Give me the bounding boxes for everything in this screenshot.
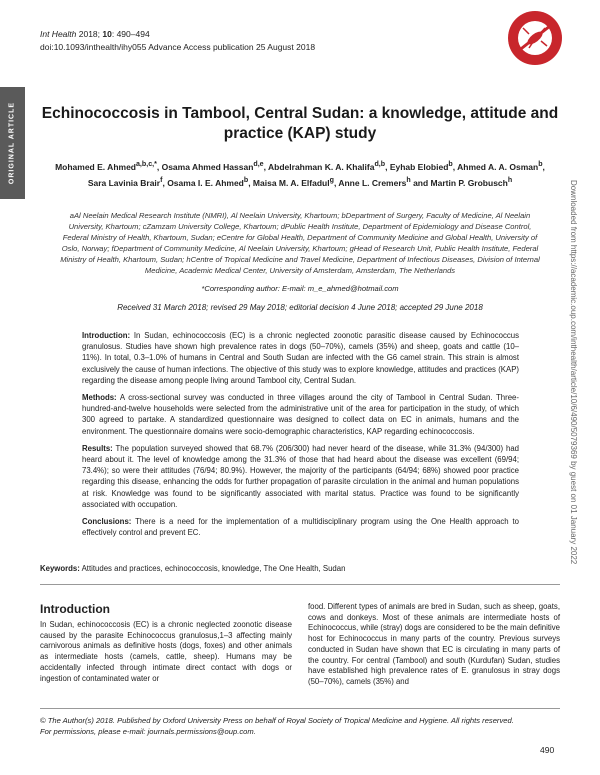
article-type-label: ORIGINAL ARTICLE bbox=[8, 101, 16, 185]
introduction-heading: Introduction bbox=[40, 602, 110, 616]
copyright-line: © The Author(s) 2018. Published by Oxford University Press on behalf of Royal Society of Tropical Medicine and Hygiene. All rights reserved. bbox=[40, 716, 514, 725]
journal-pages: : 490–494 bbox=[111, 29, 150, 39]
introduction-column-right: food. Different types of animals are bred in Sudan, such as sheep, goats, cows and donkeys. Most of these animals are intermediate hosts of Echinococcus, while (stray) dogs are considered to be the main definitive host for Echinococcus in many parts of the country. Previous surveys conducted in Sudan have shown that EC is circulating in many parts of the country. For central (Tambool) and south (Kurdufan) Sudan, studies have established high prevalence rates of E. granulosus in stray dogs (50–70%), camels (35%) and bbox=[308, 602, 560, 686]
copyright-footer bbox=[40, 715, 560, 737]
article-title: Echinococcosis in Tambool, Central Sudan: a knowledge, attitude and practice (KAP) study bbox=[41, 105, 559, 142]
abstract-methods: Methods: A cross-sectional survey was conducted in three villages around the city of Tambool in Central Sudan. Three-hundred-and-twelve households were selected from the administrative unit of the area for participation in the study, of which 300 agreed to partake. A standardized questionnaire was designed to collect data on EC in animals, humans and the environment. The questionnaire domains were socio-demographic characteristics, KAP regarding echinococcosis. bbox=[82, 393, 519, 436]
introduction-column-left: In Sudan, echinococcosis (EC) is a chronic neglected zoonotic disease caused by the parasite Echinococcus granulosus,1–3 affecting mainly carnivorous animals as definitive hosts (dogs, foxes) and other animals as intermediate hosts (camels, cattle, sheep). Humans may be accidentally infected through intimate direct contact with dogs or ingestion of contaminated water or bbox=[40, 620, 292, 683]
footer-divider bbox=[40, 708, 560, 709]
abstract bbox=[82, 330, 519, 544]
journal-doi: doi:10.1093/inthealth/ihy055 Advance Access publication 25 August 2018 bbox=[40, 42, 316, 52]
abstract-introduction: Introduction: In Sudan, echinococcosis (EC) is a chronic neglected zoonotic parasitic disease caused by Echinococcus granulosus. Studies have shown high prevalence rates in dogs (50–70%), camels (35%) and sheep, goats and cattle (10–11%). In total, 0.3–1.0% of humans in Central and South Sudan are infected with the G6 camel strain. This strain is almost exclusively the cause of human infections. The objective of this study was to explore knowledge, attitudes and practices (KAP) regarding the disease among people living around Tambool city, Central Sudan. bbox=[82, 331, 519, 385]
received-dates: Received 31 March 2018; revised 29 May 2018; editorial decision 4 June 2018; accepted 29 June 2018 bbox=[117, 303, 483, 312]
abstract-results: Results: The population surveyed showed that 68.7% (206/300) had never heard of the disease, while 31.3% (94/300) had heard about it. The level of knowledge among the 31.3% of those that had heard about the disease was excellent (69/94; 73.4%); so were their attitudes (76/94; 80.9%). However, the majority of the participants (64/94; 68%) showed poor practice regarding this disease, enhancing the odds for further propagation of parasite circulation in the animal and human populations at risk. Knowledge was found to be significantly associated with marital status. Practice was found to be significantly associated with occupation. bbox=[82, 443, 519, 509]
journal-year: 2018; bbox=[76, 29, 103, 39]
page-number: 490 bbox=[540, 745, 555, 755]
corresponding-author: *Corresponding author: E-mail: m_e_ahmed@hotmail.com bbox=[201, 284, 399, 293]
journal-volume: 10 bbox=[102, 29, 112, 39]
abstract-conclusions: Conclusions: There is a need for the implementation of a multidisciplinary program using the One Health approach to effectively control and prevent EC. bbox=[82, 517, 519, 538]
journal-citation bbox=[40, 28, 315, 41]
affiliations: aAl Neelain Medical Research Institute (NMRI), Al Neelain University, Khartoum; bDepartment of Surgery, Faculty of Medicine, Al Neelain University, Khartoum; cZamzam University College, Khartoum; dPublic Health Institute, Department of Epidemiology and Disease Control, Federal Ministry of Health, Khartoum, Sudan; eCentre for Global Health, Department of Community Medicine and Global Health, University of Oslo, Norway; fDepartment of Community Medicine, Al Neelain University, Khartoum; gHead of Research Unit, Public Health Institute, Federal Ministry of Health, Khartoum, Sudan; hCentre of Tropical Medicine and Travel Medicine, Department of Infectious Diseases, Division of Internal Medicine, Academic Medical Center, University of Amsterdam, Amsterdam, The Netherlands bbox=[60, 211, 540, 275]
download-note-text: Downloaded from https://academic.oup.com/inthealth/article/10/6/490/5079369 by guest on 01 January 2022 bbox=[569, 180, 578, 565]
section-divider bbox=[40, 584, 560, 585]
article-type-tab bbox=[0, 87, 25, 199]
author-list: Mohamed E. Ahmed$^{a,b,c,*}$, Osama Ahmed Hassan$^{d,e}$, Abdelrahman K. A. Khalifa$^{d,b}$, Eyhab Elobied$^b$, Ahmed A. A. Osman$^b$, Sara Lavinia Brair$^f$, Osama I. E. Ahmed$^b$, Maisa M. A. Elfadul$^g$, Anne L. Cremers$^h$ and Martin P. Grobusch$^h$ bbox=[55, 160, 545, 188]
keywords: Keywords: Attitudes and practices, echinococcosis, knowledge, The One Health, Sudan bbox=[40, 564, 346, 573]
journal-header bbox=[40, 28, 315, 54]
permissions-line: For permissions, please e-mail: journals.permissions@oup.com. bbox=[40, 727, 256, 736]
society-logo-icon bbox=[505, 8, 565, 68]
journal-name: Int Health bbox=[40, 29, 77, 39]
